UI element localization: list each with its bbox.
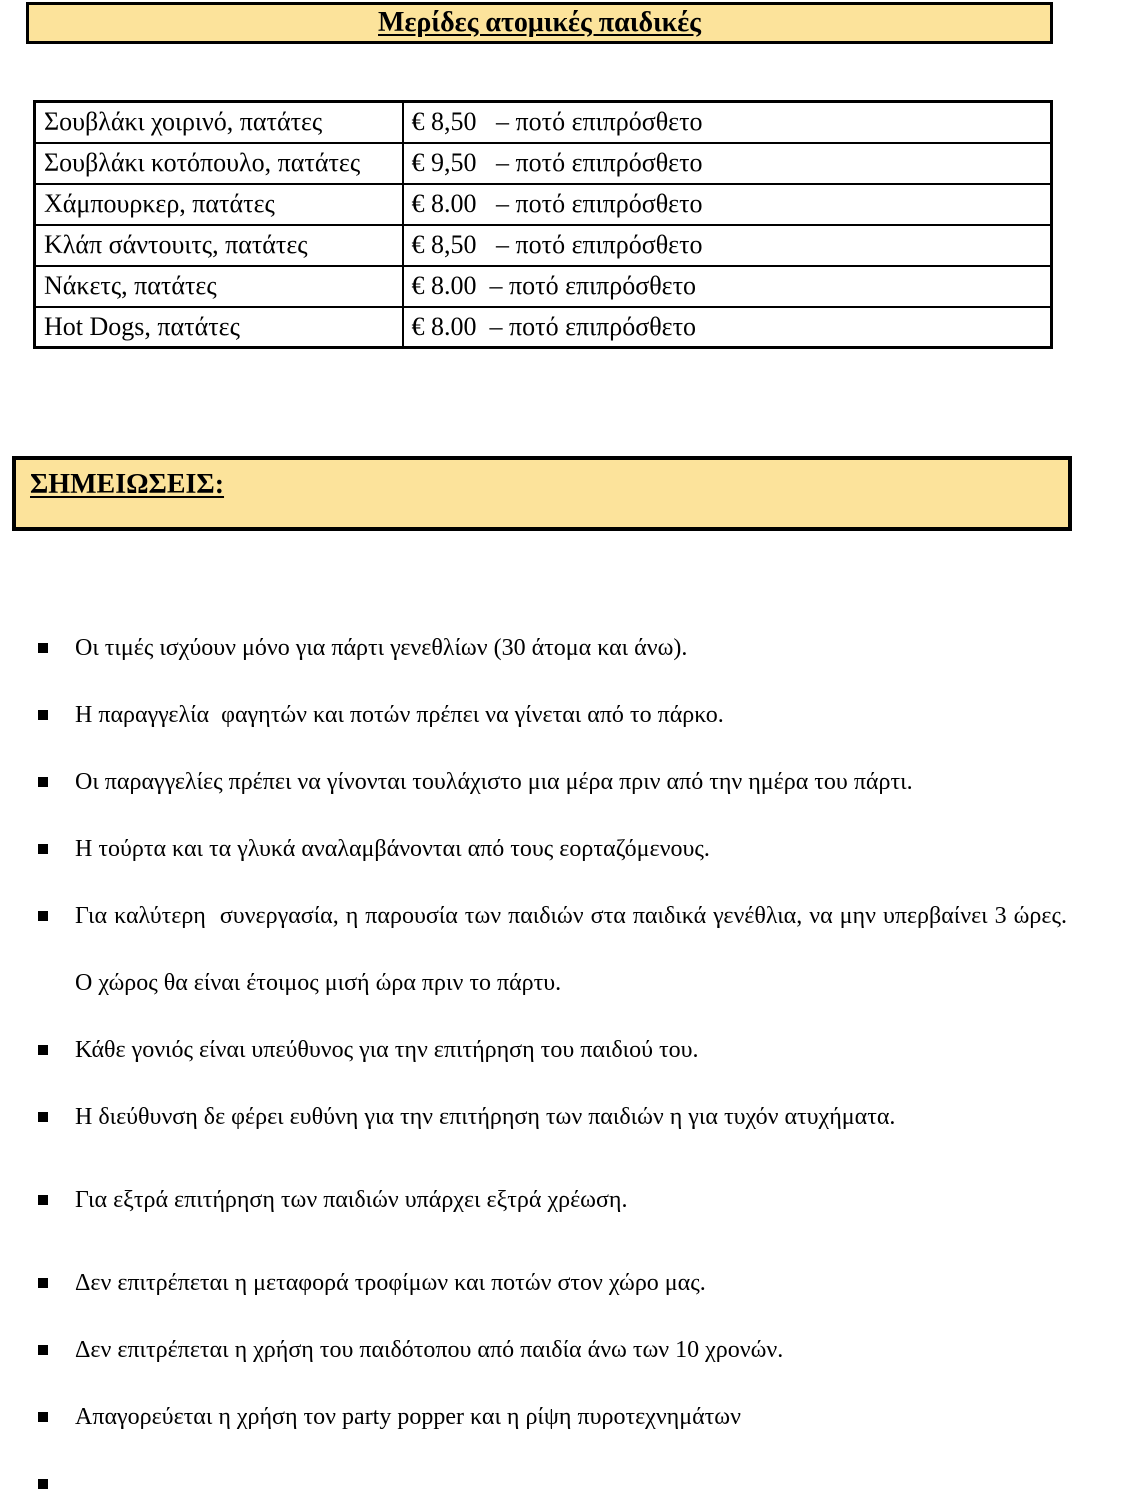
list-item [0,1017,1124,1084]
menu-item-price: € 8,50 – ποτό επιπρόσθετο [403,102,1052,143]
table-row [35,225,1052,266]
menu-item-name: Χάμπουρκερ, πατάτες [35,184,403,225]
square-bullet-icon [38,911,48,921]
note-text: Δεν επιτρέπεται η μεταφορά τροφίμων και ποτών στον χώρο μας. [75,1270,706,1296]
list-item [0,1384,1124,1451]
square-bullet-icon [38,1278,48,1288]
menu-item-price: € 8.00 – ποτό επιπρόσθετο [403,307,1052,348]
note-text: Κάθε γονιός είναι υπεύθυνος για την επιτήρηση του παιδιού του. [75,1037,699,1063]
list-item [0,1167,1124,1234]
notes-heading: ΣΗΜΕΙΩΣΕΙΣ: [30,469,225,500]
menu-item-name: Σουβλάκι κοτόπουλο, πατάτες [35,143,403,184]
menu-item-price: € 8,50 – ποτό επιπρόσθετο [403,225,1052,266]
list-item [0,749,1124,816]
list-item [0,1250,1124,1317]
list-item [0,682,1124,749]
square-bullet-icon [38,643,48,653]
note-text: Για εξτρά επιτήρηση των παιδιών υπάρχει εξτρά χρέωση. [75,1187,628,1213]
square-bullet-icon [38,844,48,854]
menu-item-name: Κλάπ σάντουιτς, πατάτες [35,225,403,266]
menu-item-price: € 9,50 – ποτό επιπρόσθετο [403,143,1052,184]
note-text: Δεν επιτρέπεται η χρήση του παιδότοπου από παιδία άνω των 10 χρονών. [75,1337,784,1363]
menu-item-price: € 8.00 – ποτό επιπρόσθετο [403,184,1052,225]
note-text: Για καλύτερη συνεργασία, η παρουσία των παιδιών στα παιδικά γενέθλια, να μην υπερβαίνει 3 ώρες. Ο χώρος θα είναι έτοιμος μισή ώρα πριν το πάρτυ. [75,903,1073,996]
menu-item-price: € 8.00 – ποτό επιπρόσθετο [403,266,1052,307]
menu-price-table [33,100,1053,349]
notes-heading-box [12,456,1072,531]
note-text: Η τούρτα και τα γλυκά αναλαμβάνονται από τους εορταζόμενους. [75,836,710,862]
list-item [0,615,1124,682]
menu-item-name: Hot Dogs, πατάτες [35,307,403,348]
square-bullet-icon [38,1195,48,1205]
table-row [35,307,1052,348]
note-text: Η διεύθυνση δε φέρει ευθύνη για την επιτήρηση των παιδιών η για τυχόν ατυχήματα. [75,1104,896,1130]
list-item [0,1317,1124,1384]
notes-list [0,615,1124,1489]
square-bullet-icon [38,710,48,720]
square-bullet-icon [38,777,48,787]
square-bullet-icon [38,1412,48,1422]
menu-item-name: Νάκετς, πατάτες [35,266,403,307]
menu-item-name: Σουβλάκι χοιρινό, πατάτες [35,102,403,143]
square-bullet-icon [38,1345,48,1355]
note-text: Οι τιμές ισχύουν μόνο για πάρτι γενεθλίων (30 άτομα και άνω). [75,635,688,661]
square-bullet-icon [38,1045,48,1055]
page-title: Μερίδες ατομικές παιδικές [378,7,701,38]
table-row [35,184,1052,225]
note-text: Απαγορεύεται η χρήση τον party popper και η ρίψη πυροτεχνημάτων [75,1404,741,1430]
note-text: Η παραγγελία φαγητών και ποτών πρέπει να γίνεται από το πάρκο. [75,702,724,728]
table-row [35,143,1052,184]
list-item [0,1084,1124,1151]
square-bullet-icon [38,1112,48,1122]
note-text: Οι παραγγελίες πρέπει να γίνονται τουλάχιστο μια μέρα πριν από την ημέρα του πάρτι. [75,769,913,795]
menu-title-banner [26,2,1053,44]
list-item [0,816,1124,883]
square-bullet-icon [38,1479,48,1489]
table-row [35,266,1052,307]
table-row [35,102,1052,143]
list-item [0,883,1124,1017]
list-item [0,1451,1124,1489]
